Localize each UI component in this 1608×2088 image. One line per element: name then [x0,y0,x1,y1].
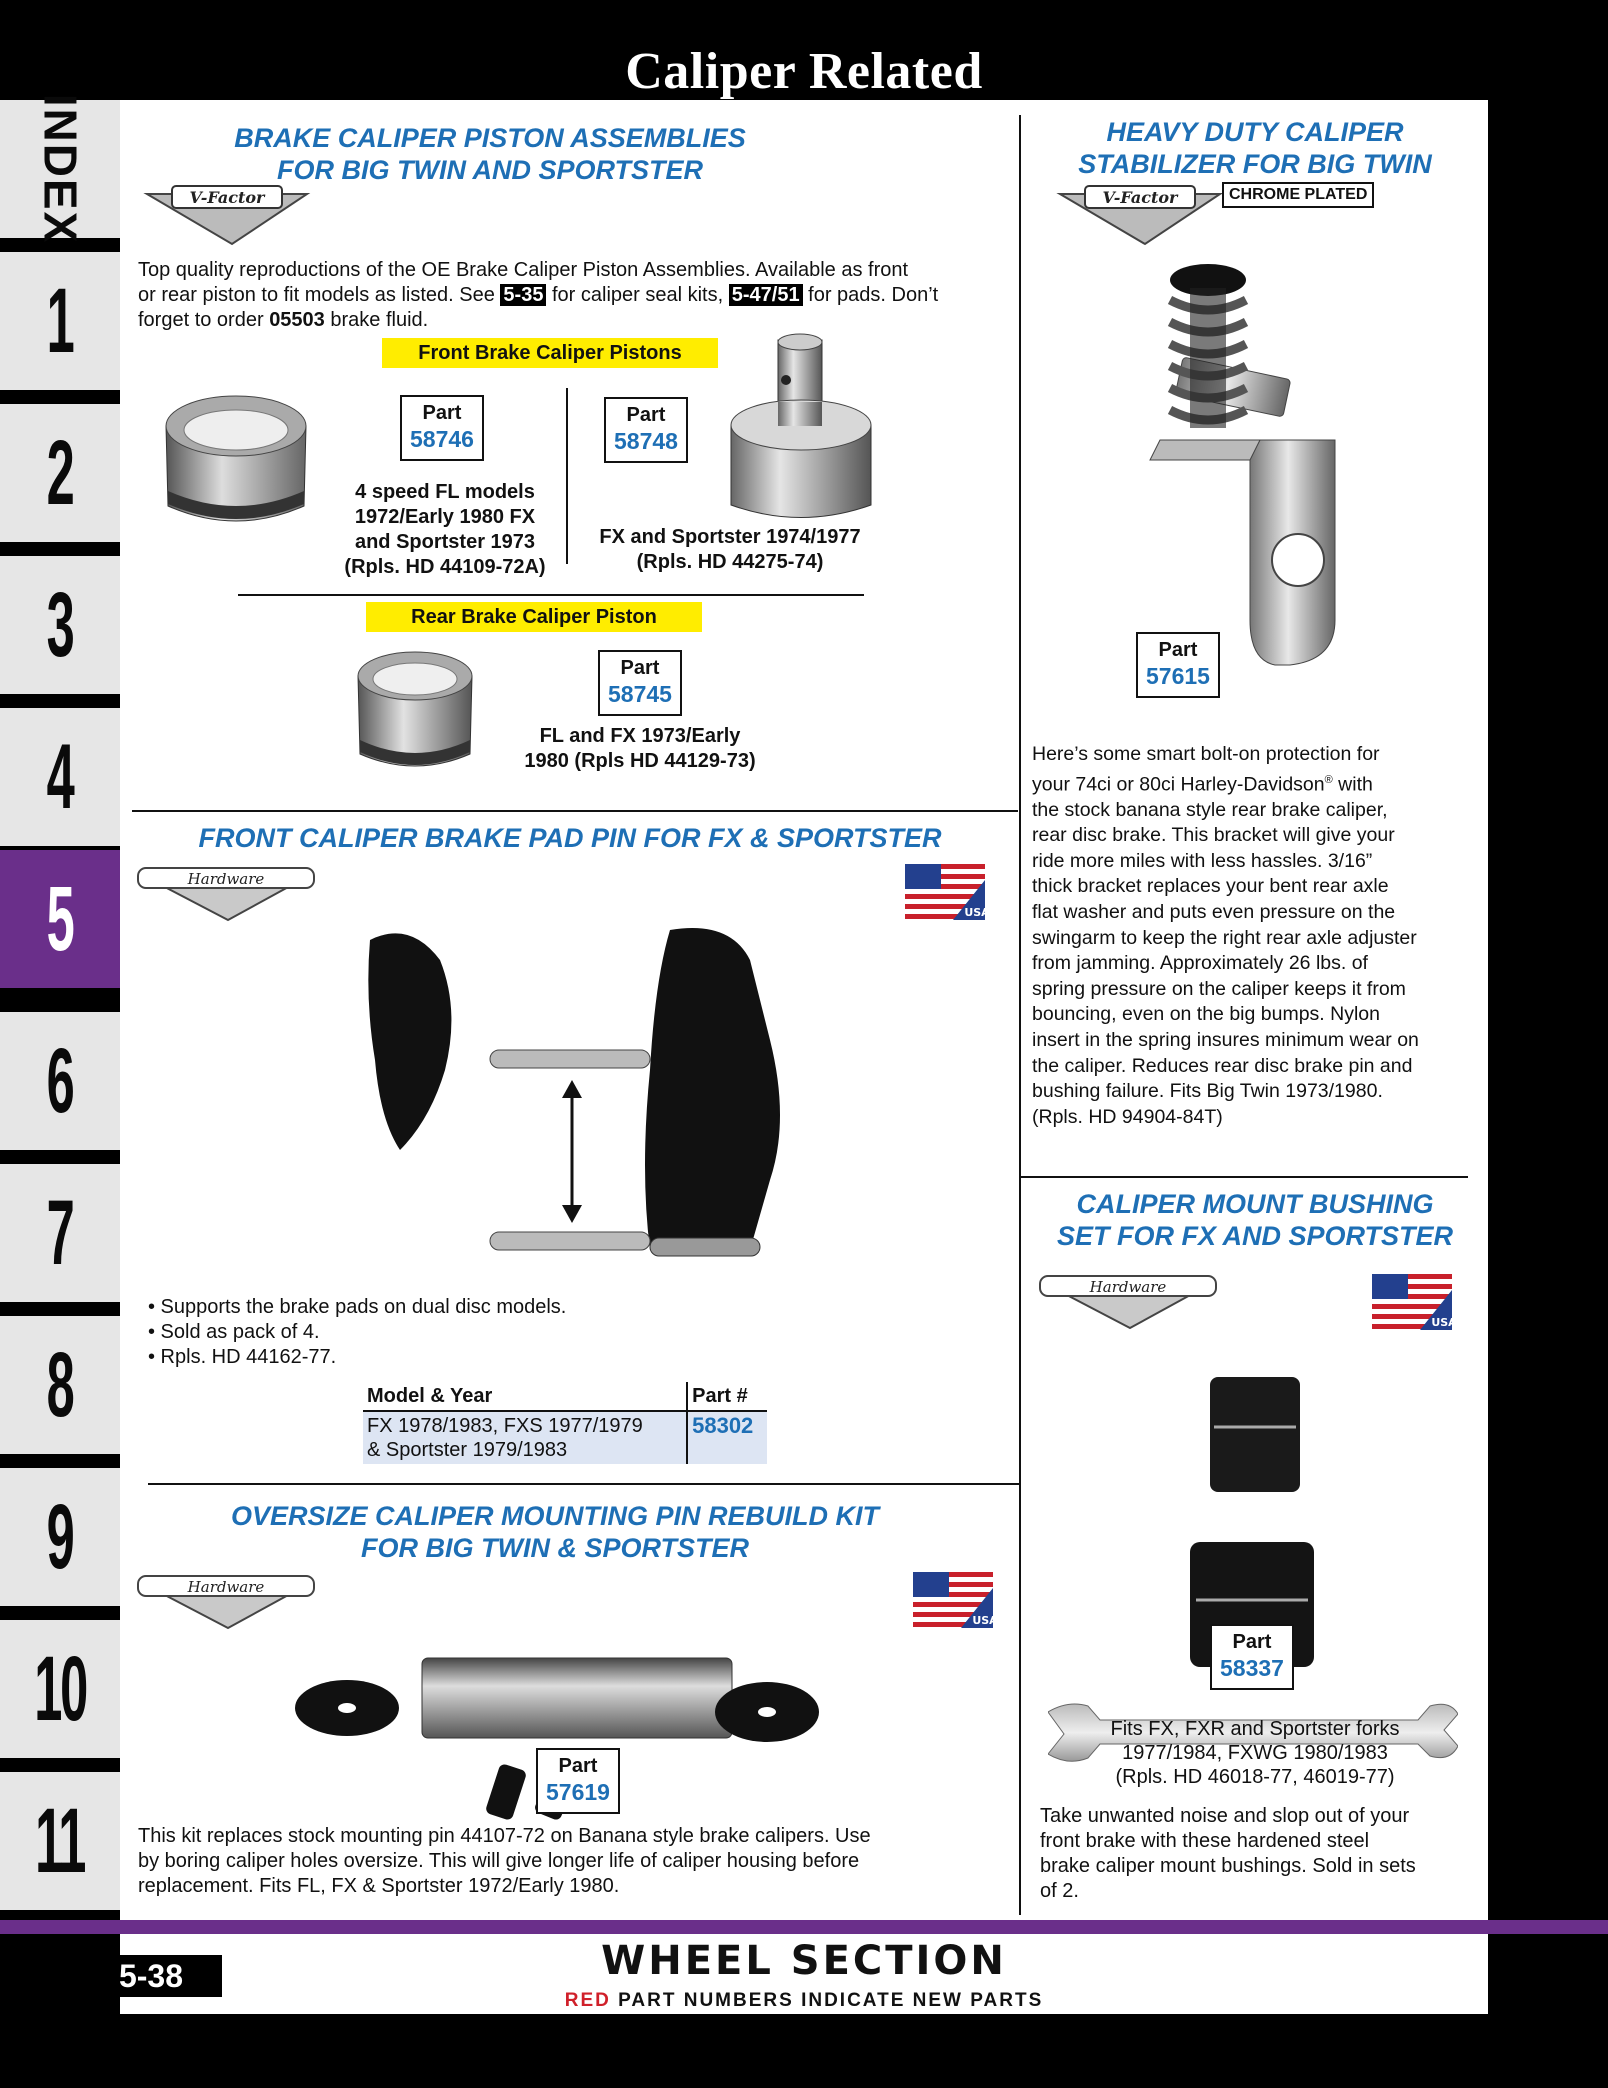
pad-pin-bullets [148,1295,748,1370]
fitment-line: 1980 (Rpls HD 44129-73) [524,750,756,772]
part-label: Part [558,1755,598,1777]
desc-text: with [1332,773,1373,796]
tab-3[interactable] [0,556,120,694]
tab-10[interactable] [0,1620,120,1758]
piston-58745-image [350,646,480,778]
desc-line [1032,768,1482,798]
tab-8[interactable] [0,1316,120,1454]
stabilizer-heading [1030,116,1480,180]
part-box-57615 [1136,632,1220,698]
part-box-57619 [536,1748,620,1814]
section-title: WHEEL SECTION [601,1938,1007,1984]
piston-heading-line-1: BRAKE CALIPER PISTON ASSEMBLIES [234,123,746,153]
part-box-58745 [598,650,682,716]
made-in-usa-flag-icon [1372,1274,1458,1334]
page-content [120,100,1488,1920]
stabilizer-heading-line-1: HEAVY DUTY CALIPER [1106,117,1404,147]
bullet-item: • Rpls. HD 44162-77. [148,1346,337,1368]
piston-desc-text: for pads. Don’t [808,284,939,306]
svg-text:Hardware: Hardware [187,1578,265,1596]
pad-pin-table [363,1382,767,1464]
column-divider [1019,115,1021,1915]
part-number-57615[interactable]: 57615 [1146,663,1210,689]
part-label: Part [1232,1631,1272,1653]
desc-line: Take unwanted noise and slop out of your [1040,1805,1410,1827]
desc-line: thick bracket replaces your bent rear axle [1032,875,1389,898]
v-factor-logo-icon [1055,182,1225,252]
desc-line: bouncing, even on the big bumps. Nylon [1032,1003,1380,1026]
desc-line: This kit replaces stock mounting pin 44107-72 on Banana style brake calipers. Use [138,1825,871,1847]
model-line: & Sportster 1979/1983 [367,1439,568,1461]
piston-desc-text: brake fluid. [330,309,429,331]
registered-mark: ® [1324,773,1333,786]
svg-text:Hardware: Hardware [1089,1278,1167,1296]
piston-desc-text: or rear piston to fit models as listed. See [138,284,495,306]
hardware-logo-icon [1038,1270,1218,1334]
desc-line: flat washer and puts even pressure on the [1032,901,1396,924]
piston-description [138,258,1008,333]
tab-label: 3 [47,573,73,676]
tab-11[interactable] [0,1772,120,1910]
model-line: FX 1978/1983, FXS 1977/1979 [367,1415,643,1437]
desc-line: the caliper. Reduces rear disc brake pin and [1032,1054,1413,1077]
fitment-line: 4 speed FL models [355,481,535,503]
tab-2[interactable] [0,404,120,542]
stabilizer-description [1032,742,1482,1130]
hardware-logo-icon [136,862,316,926]
made-in-usa-flag-icon [913,1572,999,1632]
mount-pin-heading-line-2: FOR BIG TWIN & SPORTSTER [360,1533,749,1563]
part-number-58746[interactable]: 58746 [410,426,474,452]
desc-line: the stock banana style rear brake caliper, [1032,798,1388,821]
rule [1020,1176,1468,1178]
desc-line: Here’s some smart bolt-on protection for [1032,743,1380,765]
tab-label: 11 [35,1789,85,1892]
table-header-model: Model & Year [363,1382,687,1411]
piston-heading [200,122,780,186]
svg-text:Hardware: Hardware [187,870,265,888]
desc-line: (Rpls. HD 94904-84T) [1032,1105,1223,1128]
part-box-58746 [400,395,484,461]
svg-text:USA: USA [964,906,990,919]
part-number-58748[interactable]: 58748 [614,428,678,454]
piston-desc-line-2 [138,283,1008,308]
new-parts-note-red: RED [564,1990,611,2011]
desc-line: by boring caliper holes oversize. This will give longer life of caliper housing before [138,1850,860,1872]
chrome-plated-tag: CHROME PLATED [1222,182,1374,208]
desc-line: replacement. Fits FL, FX & Sportster 1972/Early 1980. [138,1875,620,1897]
brake-fluid-part: 05503 [269,309,325,331]
svg-text:USA: USA [1431,1316,1457,1329]
fitment-line: (Rpls. HD 46018-77, 46019-77) [1115,1766,1395,1788]
tab-7[interactable] [0,1164,120,1302]
desc-line: insert in the spring insures minimum wear on [1032,1029,1419,1052]
tab-4[interactable] [0,708,120,846]
desc-line: brake caliper mount bushings. Sold in sets [1040,1855,1416,1877]
bushing-heading [1030,1188,1480,1252]
tab-label: 5 [47,867,73,970]
tab-label: 9 [47,1485,73,1588]
rule [238,594,864,596]
pad-pin-heading: FRONT CALIPER BRAKE PAD PIN FOR FX & SPORTSTER [198,823,942,853]
desc-line: spring pressure on the caliper keeps it from [1032,977,1406,1000]
part-box-58337 [1210,1624,1294,1690]
desc-line: of 2. [1040,1880,1079,1902]
rule [148,1483,1020,1485]
desc-line: ride more miles with less hassles. 3/16” [1032,849,1373,872]
new-parts-note-text: PART NUMBERS INDICATE NEW PARTS [618,1990,1044,2011]
bushing-heading-line-1: CALIPER MOUNT BUSHING [1076,1189,1434,1219]
svg-text:V-Factor: V-Factor [189,188,265,207]
piston-58745-fitment [495,724,785,774]
fitment-line: Fits FX, FXR and Sportster forks [1110,1718,1400,1740]
page-title: Caliper Related [625,43,983,100]
new-parts-note [0,1990,1608,2012]
fitment-line: and Sportster 1973 [354,531,536,553]
front-pistons-label: Front Brake Caliper Pistons [382,338,718,368]
tab-9[interactable] [0,1468,120,1606]
part-number-58745[interactable]: 58745 [608,681,672,707]
tab-label: 7 [47,1181,73,1284]
desc-line: front brake with these hardened steel [1040,1830,1370,1852]
seal-kit-page-ref[interactable]: 5-35 [500,284,546,306]
part-number-57619[interactable]: 57619 [546,1779,610,1805]
desc-line: rear disc brake. This bracket will give your [1032,824,1395,847]
pad-pin-image [350,920,830,1280]
page-number: 5-38 [80,1955,222,1997]
desc-line: from jamming. Approximately 26 lbs. of [1032,952,1368,975]
bushing-description [1040,1804,1480,1904]
piston-heading-line-2: FOR BIG TWIN AND SPORTSTER [276,155,703,185]
tab-label: 4 [47,725,73,828]
tab-1[interactable] [0,252,120,390]
piston-desc-line-3 [138,308,1008,333]
tab-label: 2 [47,421,73,524]
fitment-line: (Rpls. HD 44275-74) [636,551,824,573]
desc-line: bushing failure. Fits Big Twin 1973/1980. [1032,1080,1383,1103]
made-in-usa-flag-icon [905,864,991,924]
part-label: Part [1158,639,1198,661]
fitment-line: 1977/1984, FXWG 1980/1983 [1122,1742,1388,1764]
rule [132,810,1018,812]
fitment-line: (Rpls. HD 44109-72A) [344,556,546,578]
desc-text: your 74ci or 80ci Harley-Davidson [1032,773,1325,796]
piston-58748-image [726,330,876,530]
bushing-heading-line-2: SET FOR FX AND SPORTSTER [1056,1221,1454,1251]
piston-58746-fitment [320,480,570,580]
tab-label: 1 [47,269,73,372]
bullet-item: • Sold as pack of 4. [148,1321,320,1343]
stabilizer-heading-line-2: STABILIZER FOR BIG TWIN [1078,149,1432,179]
mount-pin-heading [190,1500,920,1564]
v-factor-logo-icon [142,182,312,252]
svg-text:V-Factor: V-Factor [1102,188,1178,207]
tab-6[interactable] [0,1012,120,1150]
piston-divider [566,388,568,564]
table-header-part: Part # [687,1382,767,1411]
fitment-line: FL and FX 1973/Early [539,725,741,747]
svg-text:USA: USA [972,1614,998,1627]
piston-desc-text: forget to order [138,309,264,331]
table-row [363,1411,767,1464]
part-number-58337[interactable]: 58337 [1220,1655,1284,1681]
table-header-row [363,1382,767,1411]
tab-label: INDEX [34,93,86,245]
stabilizer-image [1140,260,1370,670]
table-cell-part-58302[interactable]: 58302 [687,1411,767,1464]
part-box-58748 [604,397,688,463]
mount-pin-description [138,1824,1008,1899]
tab-label: 10 [34,1637,86,1740]
fitment-line: 1972/Early 1980 FX [354,506,536,528]
piston-58746-image [156,386,316,546]
part-label: Part [620,657,660,679]
piston-desc-text: for caliper seal kits, [552,284,724,306]
fitment-line: FX and Sportster 1974/1977 [599,526,861,548]
mount-pin-heading-line-1: OVERSIZE CALIPER MOUNTING PIN REBUILD KIT [230,1501,880,1531]
table-cell-model [363,1411,687,1464]
pads-page-ref[interactable]: 5-47/51 [729,284,803,306]
part-label: Part [626,404,666,426]
hardware-logo-icon [136,1570,316,1634]
piston-58748-fitment [580,525,880,575]
footer-accent-bar [0,1920,1608,1934]
rear-piston-label: Rear Brake Caliper Piston [366,602,702,632]
desc-line: swingarm to keep the right rear axle adjuster [1032,926,1417,949]
tab-label: 8 [47,1333,73,1436]
part-label: Part [422,402,462,424]
piston-desc-line-1: Top quality reproductions of the OE Brake Caliper Piston Assemblies. Available as front [138,259,909,281]
tab-index[interactable] [0,93,120,245]
bullet-item: • Supports the brake pads on dual disc models. [148,1296,567,1318]
bushing-fitment [1060,1717,1450,1789]
tab-5[interactable] [0,850,120,988]
tab-label: 6 [47,1029,73,1132]
